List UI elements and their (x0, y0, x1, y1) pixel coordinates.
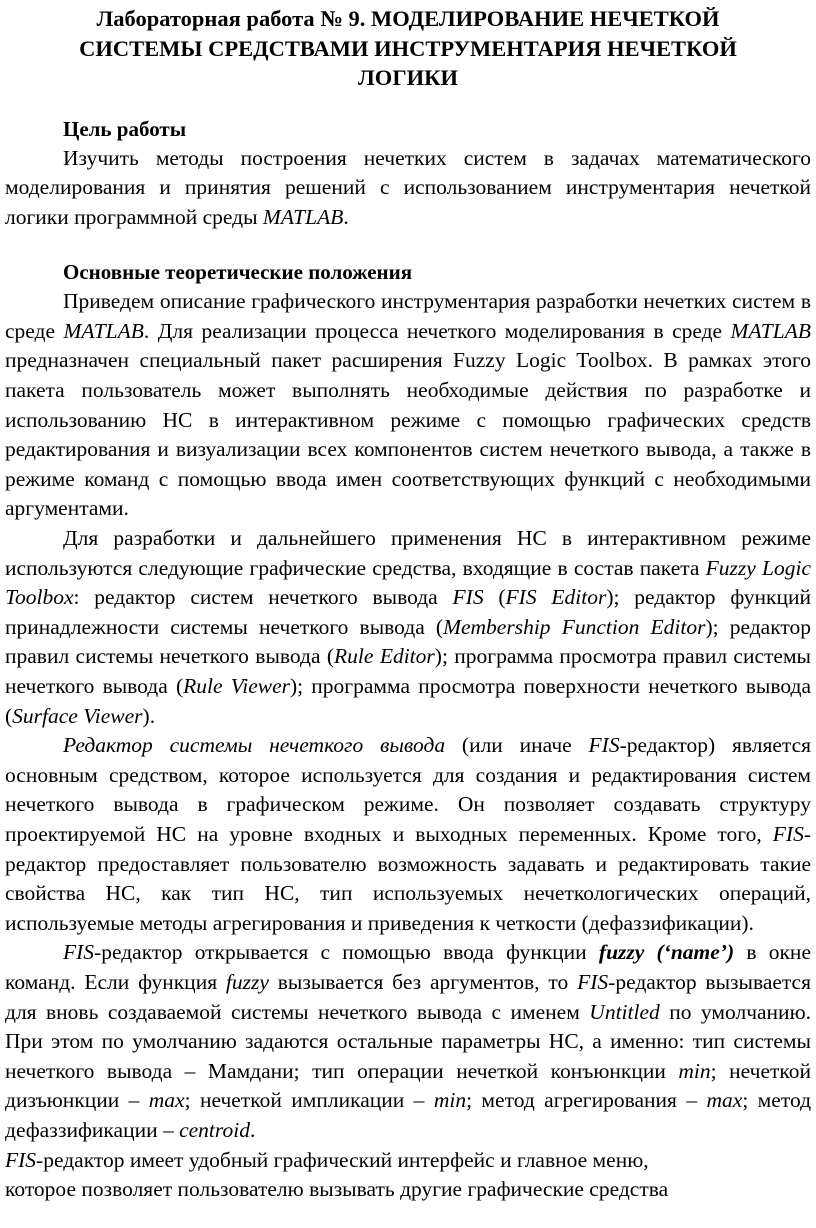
theory-paragraph-1: Приведем описание графического инструментария разработки нечетких систем в среде MATLAB. Для реализации процесса нечеткого моделирования в среде MATLAB предназначен специальный пакет расширения Fuzzy Logic Toolbox. В рамках этого пакета пользователь может выполнять необходимые действия по разработке и использованию НС в интерактивном режиме с помощью графических средств редактирования и визуализации всех компонентов систем нечеткого вывода, а также в режиме команд с помощью ввода имен соответствующих функций с необходимыми аргументами. (5, 289, 811, 521)
theory-paragraph-5: FIS-редактор имеет удобный графический интерфейс и главное меню, которое позволяет пользователю вызывать другие графические средства (5, 1147, 669, 1202)
theory-heading: Основные теоретические положения (63, 260, 413, 285)
title-line-2: СИСТЕМЫ СРЕДСТВАМИ ИНСТРУМЕНТАРИЯ НЕЧЕТКОЙ (79, 35, 737, 61)
theory-paragraph-2: Для разработки и дальнейшего применения НС в интерактивном режиме используются следующие графические средства, входящие в состав пакета Fuzzy Logic Toolbox: редактор систем нечеткого вывода FIS (FIS Editor); редактор функций принадлежности системы нечеткого вывода (Membership Function Editor); редактор правил системы нечеткого вывода (Rule Editor); программа просмотра правил системы нечеткого вывода (Rule Viewer); программа просмотра поверхности нечеткого вывода (Surface Viewer). (5, 526, 812, 728)
theory-paragraph-4: FIS-редактор открывается с помощью ввода функции fuzzy (‘name’) в окне команд. Если функция fuzzy вызывается без аргументов, то FIS-редактор вызывается для вновь создаваемой системы нечеткого вывода с именем Untitled по умолчанию. При этом по умолчанию задаются остальные параметры НС, а именно: тип системы нечеткого вывода – Мамдани; тип операции нечеткой конъюнкции min; нечеткой дизъюнкции – max; нечеткой импликации – min; метод агрегирования – max; метод дефаззификации – centroid. (5, 940, 812, 1142)
title-line-3: ЛОГИКИ (358, 65, 458, 90)
document-title (5, 4, 811, 93)
theory-paragraph-3: Редактор системы нечеткого вывода (или иначе FIS-редактор) является основным средством, которое используется для создания и редактирования систем нечеткого вывода в графическом режиме. Он позволяет создавать структуру проектируемой НС на уровне входных и выходных переменных. Кроме того, FIS-редактор предоставляет пользователю возможность задавать и редактировать такие свойства НС, как тип НС, тип используемых нечетколoгических операций, используемые методы агрегирования и приведения к четкости (дефаззификации). (5, 733, 812, 935)
goal-heading: Цель работы (63, 116, 187, 141)
goal-paragraph: Изучить методы построения нечетких систем в задачах математического моделирования и принятия решений с использованием инструментария нечеткой логики программной среды MATLAB. (5, 145, 811, 229)
title-line-1: Лабораторная работа № 9. МОДЕЛИРОВАНИЕ НЕЧЕТКОЙ (96, 6, 720, 31)
